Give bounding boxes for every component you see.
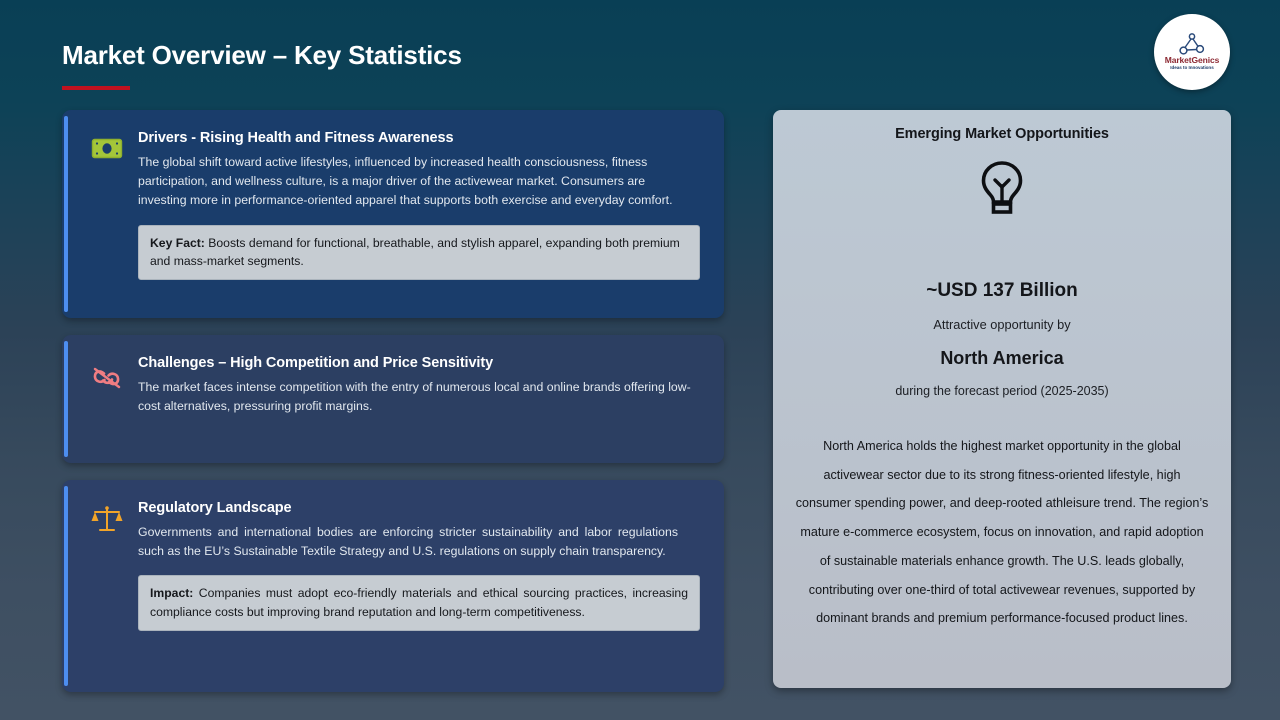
impact-callout	[138, 575, 700, 631]
insight-card-regulatory	[62, 480, 724, 692]
card-title: Drivers - Rising Health and Fitness Awareness	[138, 130, 454, 146]
title-accent-rule	[62, 86, 130, 90]
panel-title: Emerging Market Opportunities	[895, 126, 1109, 142]
callout-text: Companies must adopt eco-friendly materials and ethical sourcing practices, increasing compliance costs but improving brand reputation and long-term competitiveness.	[150, 586, 688, 619]
logo-name: MarketGenics	[1164, 55, 1220, 66]
callout-text: Boosts demand for functional, breathable, and stylish apparel, expanding both premium and mass-market segments.	[150, 235, 680, 268]
brand-logo	[1154, 14, 1230, 90]
balance-scales-icon	[90, 502, 124, 536]
card-accent-bar	[64, 341, 68, 457]
opportunity-region: North America	[940, 348, 1064, 368]
insight-card-challenges	[62, 335, 724, 463]
card-title: Regulatory Landscape	[138, 500, 292, 516]
key-fact-callout	[138, 225, 700, 281]
insight-card-drivers	[62, 110, 724, 318]
card-title: Challenges – High Competition and Price Sensitivity	[138, 355, 494, 371]
page-title: Market Overview – Key Statistics	[62, 40, 462, 70]
opportunity-value: ~USD 137 Billion	[926, 280, 1078, 301]
money-banknote-icon	[90, 132, 124, 166]
card-accent-bar	[64, 486, 68, 686]
opportunity-subtitle: Attractive opportunity by	[933, 317, 1071, 332]
card-body: The market faces intense competition with the entry of numerous local and online brands offering low-cost alternatives, pressuring profit margins.	[138, 380, 691, 414]
panel-description: North America holds the highest market opportunity in the global activewear sector due to its strong fitness-oriented lifestyle, high consumer spending power, and deep-rooted athleisure trend. The region’s mature e-commerce ecosystem, focus on innovation, and rapid adoption of sustainable materials enhance growth. The U.S. leads globally, contributing over one-third of total activewear revenues, supported by dominant brands and premium performance-focused product lines.	[795, 439, 1209, 626]
emerging-opportunities-panel	[773, 110, 1231, 688]
broken-link-icon	[90, 361, 124, 395]
logo-tagline: Ideas to Innovations	[1170, 65, 1214, 71]
insight-cards-column	[62, 110, 724, 692]
card-accent-bar	[64, 116, 68, 312]
card-body: Governments and international bodies are enforcing stricter sustainability and labor regulations such as the EU’s Sustainable Textile Strategy and U.S. regulations on supply chain transparency.	[138, 525, 678, 559]
lightbulb-icon	[795, 160, 1209, 218]
network-nodes-icon	[1179, 33, 1205, 55]
callout-label: Impact:	[150, 586, 194, 601]
callout-label: Key Fact:	[150, 235, 205, 250]
forecast-period: during the forecast period (2025-2035)	[895, 384, 1109, 398]
card-body: The global shift toward active lifestyles, influenced by increased health consciousness, fitness participation, and wellness culture, is a major driver of the activewear market. Consumers are investing more in performance-oriented apparel that supports both exercise and everyday comfort.	[138, 155, 673, 208]
